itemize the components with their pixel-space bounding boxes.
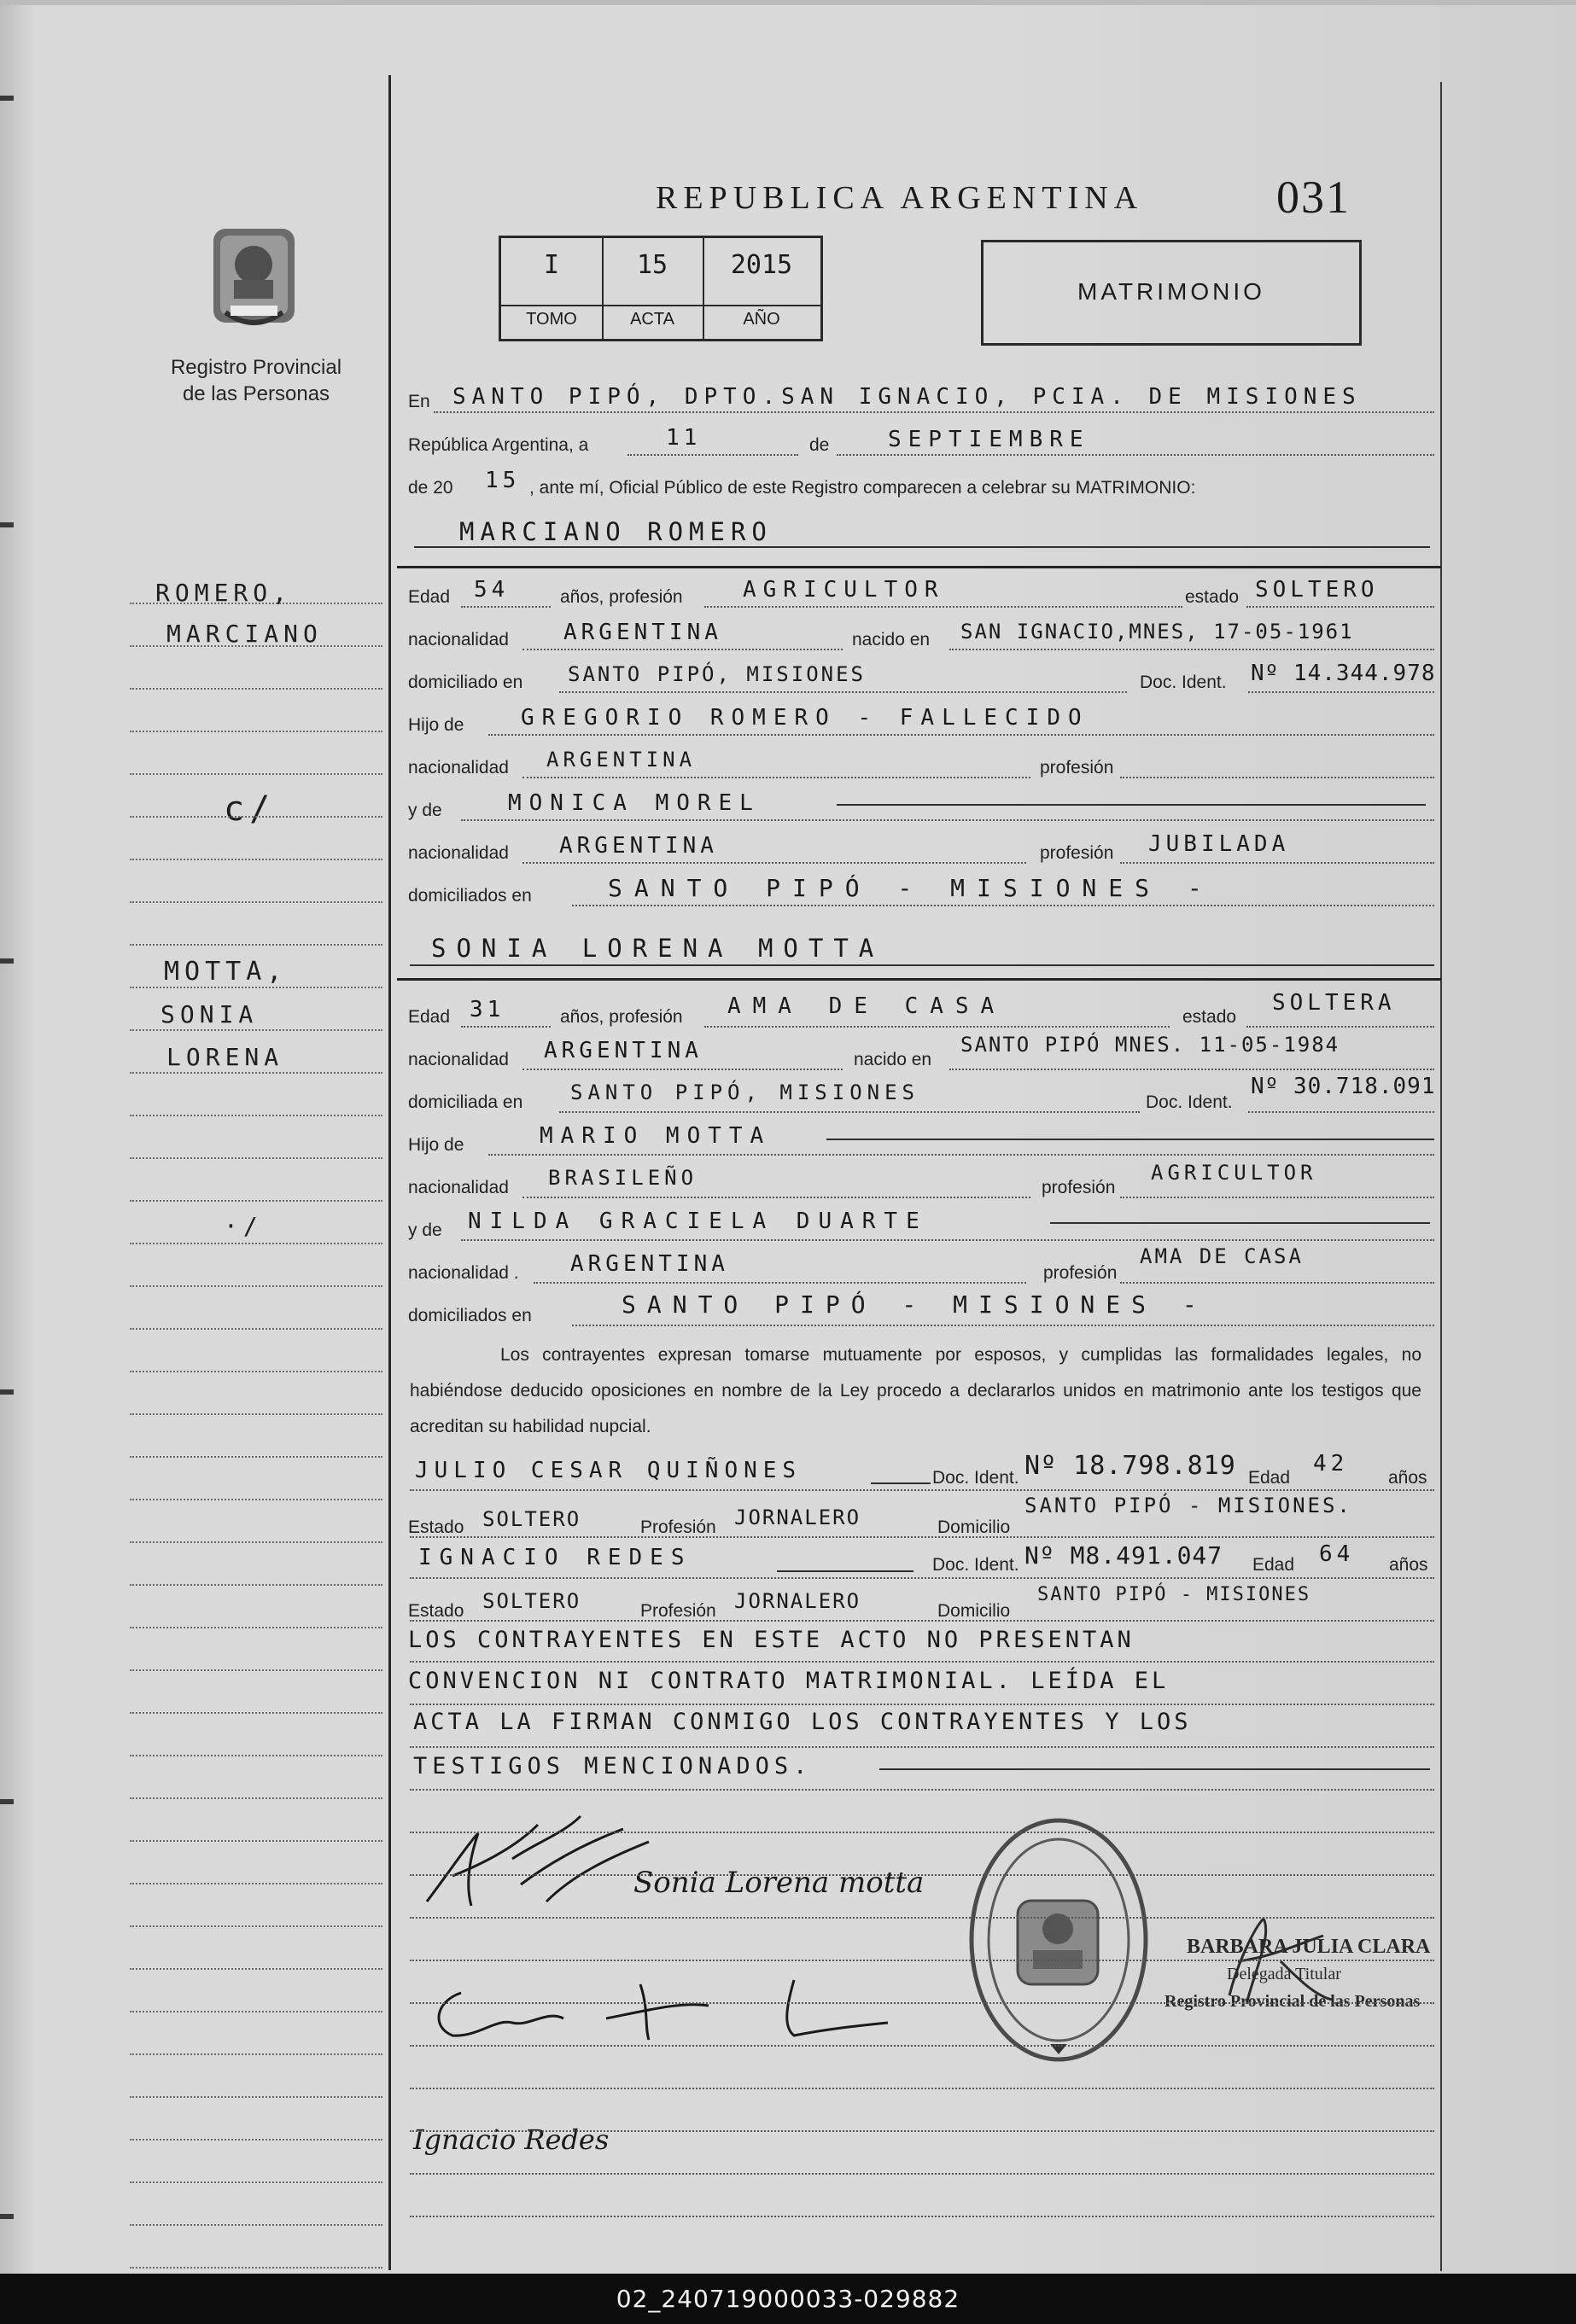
bride-birth: SANTO PIPÓ MNES. 11-05-1984 (960, 1033, 1340, 1057)
margin-ruled-line (130, 901, 382, 903)
year-suffix: 15 (485, 468, 521, 493)
edad-label: Edad (408, 587, 451, 607)
doc-label: Doc. Ident. (1140, 673, 1227, 692)
profesion-label: profesión (1040, 843, 1114, 863)
margin-bride-name-1: SONIA (161, 1000, 259, 1028)
y-de-label: y de (408, 1220, 442, 1240)
groom-mother-nationality: ARGENTINA (559, 833, 718, 859)
signature-ruled-line (410, 2130, 1434, 2132)
edad-label: Edad (1252, 1555, 1295, 1575)
bride-father: MARIO MOTTA (540, 1123, 772, 1149)
margin-ruled-line (130, 2224, 382, 2226)
margin-ruled-line (130, 1883, 382, 1884)
groom-mother-profession: JUBILADA (1148, 831, 1290, 857)
official-name: BARBARA JULIA CLARA (1187, 1936, 1431, 1958)
nacido-label: nacido en (854, 1050, 932, 1069)
groom-age: 54 (474, 577, 510, 603)
groom-address: SANTO PIPÓ, MISIONES (568, 662, 866, 686)
folio-number: 031 (1276, 172, 1351, 223)
binding-mark (0, 522, 14, 527)
doc-label: Doc. Ident. (932, 1468, 1019, 1488)
margin-ruled-line (130, 1115, 382, 1116)
margin-ruled-line (130, 603, 382, 604)
republica-label: República Argentina, a (408, 435, 589, 455)
binding-mark (0, 96, 14, 101)
bride-mother: NILDA GRACIELA DUARTE (468, 1209, 928, 1234)
margin-groom-name: MARCIANO (166, 620, 323, 648)
ceremony-statement: , ante mí, Oficial Público de este Registro comparecen a celebrar su MATRIMONIO: (529, 478, 1196, 498)
bride-address: SANTO PIPÓ, MISIONES (570, 1080, 919, 1104)
margin-ruled-line (130, 1541, 382, 1543)
margin-mark: ·/ (224, 1212, 263, 1240)
estado-label: estado (1185, 587, 1240, 607)
margin-ruled-line (130, 1797, 382, 1799)
nacionalidad-label: nacionalidad . (408, 1263, 519, 1283)
domiciliados-label: domiciliados en (408, 886, 532, 906)
margin-ruled-line (130, 2181, 382, 2183)
binding-mark (0, 1389, 14, 1395)
groom-doc: Nº 14.344.978 (1251, 661, 1436, 686)
margin-ruled-line (130, 1328, 382, 1330)
official-title: Delegada Titular (1227, 1965, 1341, 1983)
estado-label: estado (1182, 1007, 1237, 1027)
bride-parents-address: SANTO PIPÓ - MISIONES - (622, 1290, 1208, 1319)
act-type: MATRIMONIO (1077, 278, 1265, 305)
groom-section-divider (397, 566, 1441, 568)
witness-2-name: IGNACIO REDES (418, 1545, 692, 1570)
nacionalidad-label: nacionalidad (408, 758, 509, 778)
margin-ruled-line (130, 1712, 382, 1714)
note-line-4: TESTIGOS MENCIONADOS. (413, 1753, 813, 1779)
profesion-label: profesión (1040, 758, 1114, 778)
signature-ruled-line (410, 2002, 1434, 2004)
signature-ruled-line (410, 1874, 1434, 1876)
witness-2-doc: Nº M8.491.047 (1024, 1541, 1223, 1570)
groom-birth: SAN IGNACIO,MNES, 17-05-1961 (960, 620, 1354, 644)
groom-signature (418, 1808, 657, 1919)
bride-signature: Sonia Lorena motta (633, 1866, 925, 1900)
domiciliado-label: domiciliado en (408, 673, 523, 692)
anio-value: 2015 (730, 250, 793, 280)
page-right-rule (1440, 82, 1442, 2271)
margin-ruled-line (130, 1584, 382, 1586)
groom-parents-address: SANTO PIPÓ - MISIONES - (608, 874, 1214, 902)
ceremony-place: SANTO PIPÓ, DPTO.SAN IGNACIO, PCIA. DE MISIONES (452, 384, 1362, 410)
margin-divider (388, 75, 391, 2270)
country-heading: REPUBLICA ARGENTINA (656, 180, 1144, 216)
anios-profesion-label: años, profesión (560, 1007, 683, 1027)
nacido-label: nacido en (852, 630, 931, 649)
hijo-de-label: Hijo de (408, 715, 464, 735)
signature-ruled-line (410, 2173, 1434, 2175)
margin-ruled-line (130, 773, 382, 775)
de-label: de (809, 435, 830, 455)
margin-groom-surname: ROMERO, (155, 579, 293, 607)
witness-1-signature (427, 1976, 888, 2044)
acta-label: ACTA (630, 310, 674, 329)
estado-label: Estado (408, 1601, 464, 1621)
nacionalidad-label: nacionalidad (408, 1178, 509, 1197)
bride-father-nationality: BRASILEÑO (548, 1166, 698, 1190)
bride-full-name: SONIA LORENA MOTTA (431, 934, 884, 963)
margin-ruled-line (130, 1072, 382, 1074)
bride-nationality: ARGENTINA (544, 1038, 703, 1063)
margin-bride-name-2: LORENA (166, 1043, 284, 1071)
binding-mark (0, 2214, 14, 2219)
margin-ruled-line (130, 1669, 382, 1671)
margin-ruled-line (130, 1627, 382, 1628)
doc-label: Doc. Ident. (1146, 1092, 1233, 1112)
margin-ruled-line (130, 1285, 382, 1287)
hijo-de-label: Hijo de (408, 1135, 464, 1155)
margin-ruled-line (130, 944, 382, 946)
margin-ruled-line (130, 1925, 382, 1927)
year-prefix: de 20 (408, 478, 453, 498)
doc-label: Doc. Ident. (932, 1555, 1019, 1575)
page-top-edge (0, 0, 1576, 5)
edad-label: Edad (408, 1007, 451, 1027)
margin-ruled-line (130, 688, 382, 690)
edad-label: Edad (1248, 1468, 1291, 1488)
margin-ruled-line (130, 2267, 382, 2269)
bride-civil-status: SOLTERA (1272, 990, 1396, 1016)
tomo-acta-anio-box (499, 236, 823, 341)
binding-mark (0, 958, 14, 964)
witness-1-profession: JORNALERO (734, 1506, 861, 1529)
bride-mother-nationality: ARGENTINA (570, 1251, 729, 1277)
witness-2-profession: JORNALERO (734, 1589, 861, 1613)
margin-ruled-line (130, 731, 382, 732)
margin-ruled-line (130, 1968, 382, 1970)
signature-ruled-line (410, 2088, 1434, 2089)
margin-ruled-line (130, 1243, 382, 1244)
bride-mother-profession: AMA DE CASA (1140, 1244, 1304, 1268)
groom-father: GREGORIO ROMERO - FALLECIDO (521, 705, 1089, 731)
witness-1-status: SOLTERO (482, 1507, 581, 1531)
issuer-line-1: Registro Provincial (170, 356, 342, 379)
witness-1-name: JULIO CESAR QUIÑONES (415, 1458, 803, 1483)
profesion-label: profesión (1042, 1178, 1116, 1197)
tomo-value: I (543, 250, 560, 280)
anios-label: años (1388, 1468, 1427, 1488)
margin-ruled-line (130, 1157, 382, 1159)
nacionalidad-label: nacionalidad (408, 630, 509, 649)
nacionalidad-label: nacionalidad (408, 843, 509, 863)
official-office: Registro Provincial de las Personas (1164, 1992, 1421, 2011)
groom-nationality: ARGENTINA (563, 620, 722, 645)
margin-ruled-line (130, 1029, 382, 1031)
margin-bride-surname: MOTTA, (164, 957, 288, 987)
margin-ruled-line (130, 1499, 382, 1500)
bride-section-divider (397, 978, 1441, 981)
issuer-name (128, 354, 384, 407)
groom-mother: MONICA MOREL (508, 790, 761, 816)
margin-ruled-line (130, 2053, 382, 2055)
margin-ruled-line (130, 1755, 382, 1756)
margin-ruled-line (130, 1840, 382, 1842)
margin-ruled-line (130, 1200, 382, 1202)
act-type-box (981, 240, 1362, 346)
signature-ruled-line (410, 2045, 1434, 2047)
estado-label: Estado (408, 1517, 464, 1537)
margin-ruled-line (130, 1456, 382, 1458)
acta-value: 15 (636, 250, 668, 280)
signature-ruled-line (410, 1832, 1434, 1833)
witness-2-status: SOLTERO (482, 1589, 581, 1613)
note-line-2: CONVENCION NI CONTRATO MATRIMONIAL. LEÍDA EL (408, 1668, 1170, 1694)
witness-1-age: 42 (1313, 1451, 1349, 1477)
bride-age: 31 (470, 997, 505, 1022)
issuer-line-2: de las Personas (182, 382, 330, 405)
margin-ruled-line (130, 859, 382, 860)
ceremony-day: 11 (666, 425, 702, 451)
witness-2-signature: Ignacio Redes (413, 2123, 610, 2156)
margin-ruled-line (130, 2096, 382, 2098)
witness-2-age: 64 (1319, 1541, 1355, 1567)
note-line-3: ACTA LA FIRMAN CONMIGO LOS CONTRAYENTES Y LOS (413, 1709, 1192, 1735)
margin-ruled-line (130, 816, 382, 818)
witness-2-address: SANTO PIPÓ - MISIONES (1037, 1584, 1311, 1605)
tomo-label: TOMO (526, 310, 577, 329)
nacionalidad-label: nacionalidad (408, 1050, 509, 1069)
signature-ruled-line (410, 1917, 1434, 1919)
signature-ruled-line (410, 1960, 1434, 1961)
note-line-1: LOS CONTRAYENTES EN ESTE ACTO NO PRESENTAN (408, 1627, 1135, 1653)
binding-mark (0, 1799, 14, 1804)
bride-father-profession: AGRICULTOR (1151, 1161, 1317, 1185)
ceremony-month: SEPTIEMBRE (888, 427, 1090, 452)
groom-full-name: MARCIANO ROMERO (459, 517, 773, 546)
domicilio-label: Domicilio (937, 1601, 1011, 1621)
declaration-text: Los contrayentes expresan tomarse mutuamente por esposos, y cumplidas las formalidades legales, no habiéndose deducido oposiciones en nombre de la Ley procedo a declararlos unidos en matrimonio ante los testigos que acreditan su habilidad nupcial. (410, 1345, 1421, 1436)
profesion-label: Profesión (640, 1601, 716, 1621)
margin-ruled-line (130, 1413, 382, 1415)
footer-document-id: 02_240719000033-029882 (0, 2274, 1576, 2324)
margin-ruled-line (130, 987, 382, 988)
domiciliados-label: domiciliados en (408, 1306, 532, 1325)
groom-profession: AGRICULTOR (743, 577, 945, 603)
margin-connector: c/ (224, 789, 276, 829)
profesion-label: profesión (1043, 1263, 1118, 1283)
witness-1-doc: Nº 18.798.819 (1024, 1451, 1236, 1481)
bride-profession: AMA DE CASA (727, 993, 1007, 1019)
signature-ruled-line (410, 2216, 1434, 2217)
groom-civil-status: SOLTERO (1255, 577, 1379, 603)
provincial-seal-logo (205, 224, 303, 339)
profesion-label: Profesión (640, 1517, 716, 1537)
groom-father-nationality: ARGENTINA (546, 748, 697, 772)
margin-ruled-line (130, 645, 382, 647)
y-de-label: y de (408, 801, 442, 820)
anios-label: años (1389, 1555, 1428, 1575)
margin-ruled-line (130, 2011, 382, 2012)
bride-doc: Nº 30.718.091 (1251, 1074, 1436, 1099)
official-seal (965, 1814, 1153, 2065)
margin-ruled-line (130, 2139, 382, 2141)
domiciliada-label: domiciliada en (408, 1092, 523, 1112)
domicilio-label: Domicilio (937, 1517, 1011, 1537)
margin-ruled-line (130, 1371, 382, 1372)
en-label: En (408, 392, 430, 411)
anio-label: AÑO (743, 310, 780, 329)
anios-profesion-label: años, profesión (560, 587, 683, 607)
witness-1-address: SANTO PIPÓ - MISIONES. (1024, 1494, 1352, 1517)
